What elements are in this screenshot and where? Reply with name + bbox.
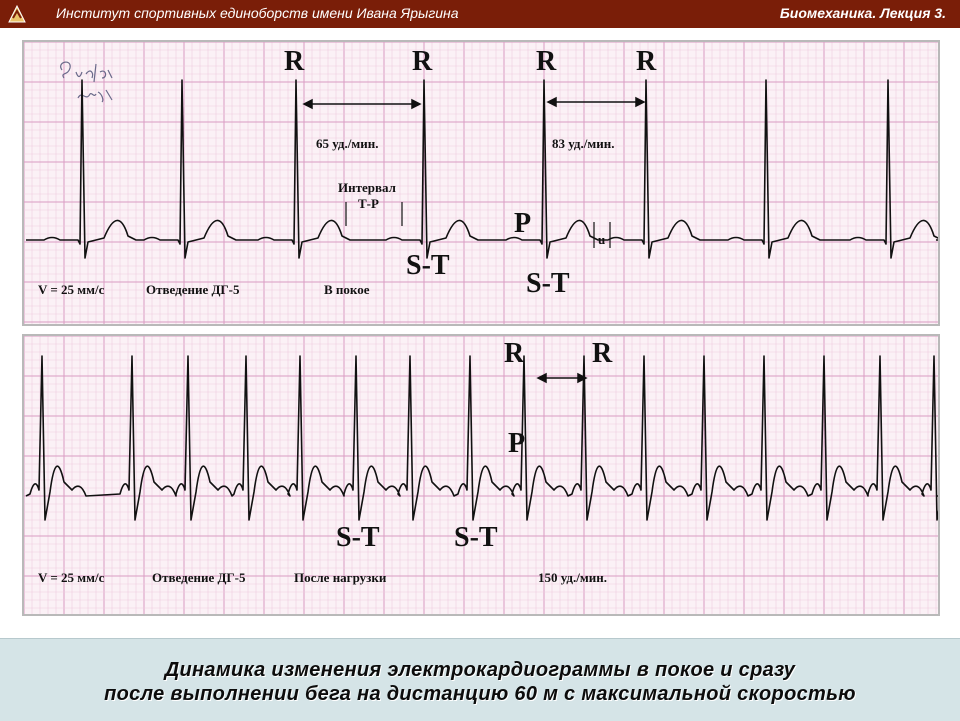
caption-line-2: после выполнении бега на дистанцию 60 м с максимальной скоростью <box>104 683 856 705</box>
paper-speed-label: V = 25 мм/с <box>38 282 105 297</box>
st-label-1: S-T <box>406 250 450 281</box>
interval-label: Интервал <box>338 180 396 195</box>
ecg-panel-after-load <box>22 334 940 616</box>
rr-interval-arrow-right <box>548 98 644 106</box>
tp-label: Т-Р <box>358 196 379 211</box>
ecg-trace-rest <box>26 80 938 258</box>
u-wave-label: u <box>598 232 606 247</box>
lead-label: Отведение ДГ-5 <box>152 570 246 585</box>
st-label-1: S-T <box>336 522 380 553</box>
state-label: В покое <box>324 282 370 297</box>
state-label: После нагрузки <box>294 570 387 585</box>
paper-speed-label: V = 25 мм/с <box>38 570 105 585</box>
caption-line-1: Динамика изменения электрокардиограммы в покое и сразу <box>164 659 796 681</box>
lecture-title: Биомеханика. Лекция 3. <box>779 5 946 21</box>
heart-rate-rest-label: 65 уд./мин. <box>316 136 379 151</box>
heart-rate-label: 150 уд./мин. <box>538 570 607 585</box>
institute-name: Институт спортивных единоборств имени Ивана Ярыгина <box>56 5 459 21</box>
ecg-trace-after-load <box>26 356 938 520</box>
p-wave-label: P <box>508 428 526 459</box>
r-label-1: R <box>284 46 305 77</box>
st-label-2: S-T <box>454 522 498 553</box>
rr-interval-arrow-left <box>304 100 420 108</box>
p-wave-label: P <box>514 208 532 239</box>
r-label-2: R <box>592 338 613 369</box>
heart-rate-elevated-label: 83 уд./мин. <box>552 136 615 151</box>
r-label-1: R <box>504 338 525 369</box>
lead-label: Отведение ДГ-5 <box>146 282 240 297</box>
ecg-panel-rest <box>22 40 940 326</box>
r-label-4: R <box>636 46 657 77</box>
st-label-2: S-T <box>526 268 570 299</box>
slide-caption <box>0 638 960 721</box>
r-label-3: R <box>536 46 557 77</box>
rr-interval-arrow <box>538 374 586 382</box>
institute-logo-icon <box>6 3 28 25</box>
header-bar <box>0 0 960 28</box>
r-label-2: R <box>412 46 433 77</box>
